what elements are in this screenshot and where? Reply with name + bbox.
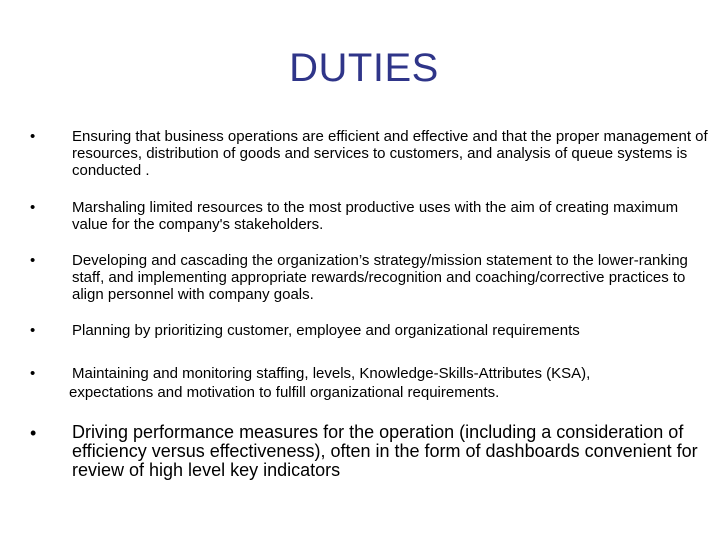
bullet-icon: • <box>30 365 36 382</box>
bullet-text: Ensuring that business operations are efficient and effective and that the proper management of resources, distribution of goods and services to customers, and analysis of queue systems is conducted . <box>72 128 708 179</box>
bullet-icon: • <box>30 423 37 443</box>
bullet-text: Driving performance measures for the operation (including a consideration of efficiency versus effectiveness), often in the form of dashboards convenient for review of high level key indicators <box>72 422 698 480</box>
bullet-icon: • <box>30 128 36 145</box>
bullet-icon: • <box>30 252 36 269</box>
bullet-text: Marshaling limited resources to the most productive uses with the aim of creating maximum value for the company's stakeholders. <box>72 199 679 233</box>
bullet-text-line-2: expectations and motivation to fulfill organizational requirements. <box>69 384 500 401</box>
slide-title: DUTIES <box>289 46 439 90</box>
bullet-icon: • <box>30 199 36 216</box>
bullet-text <box>69 365 712 401</box>
bullet-text-line-1: Maintaining and monitoring staffing, levels, Knowledge-Skills-Attributes (KSA), <box>72 365 591 382</box>
bullet-icon: • <box>30 322 36 339</box>
bullet-text: Developing and cascading the organization’s strategy/mission statement to the lower-ranking staff, and implementing appropriate rewards/recognition and coaching/corrective practices to align personnel with company goals. <box>72 252 688 303</box>
bullet-text: Planning by prioritizing customer, employee and organizational requirements <box>72 322 580 339</box>
